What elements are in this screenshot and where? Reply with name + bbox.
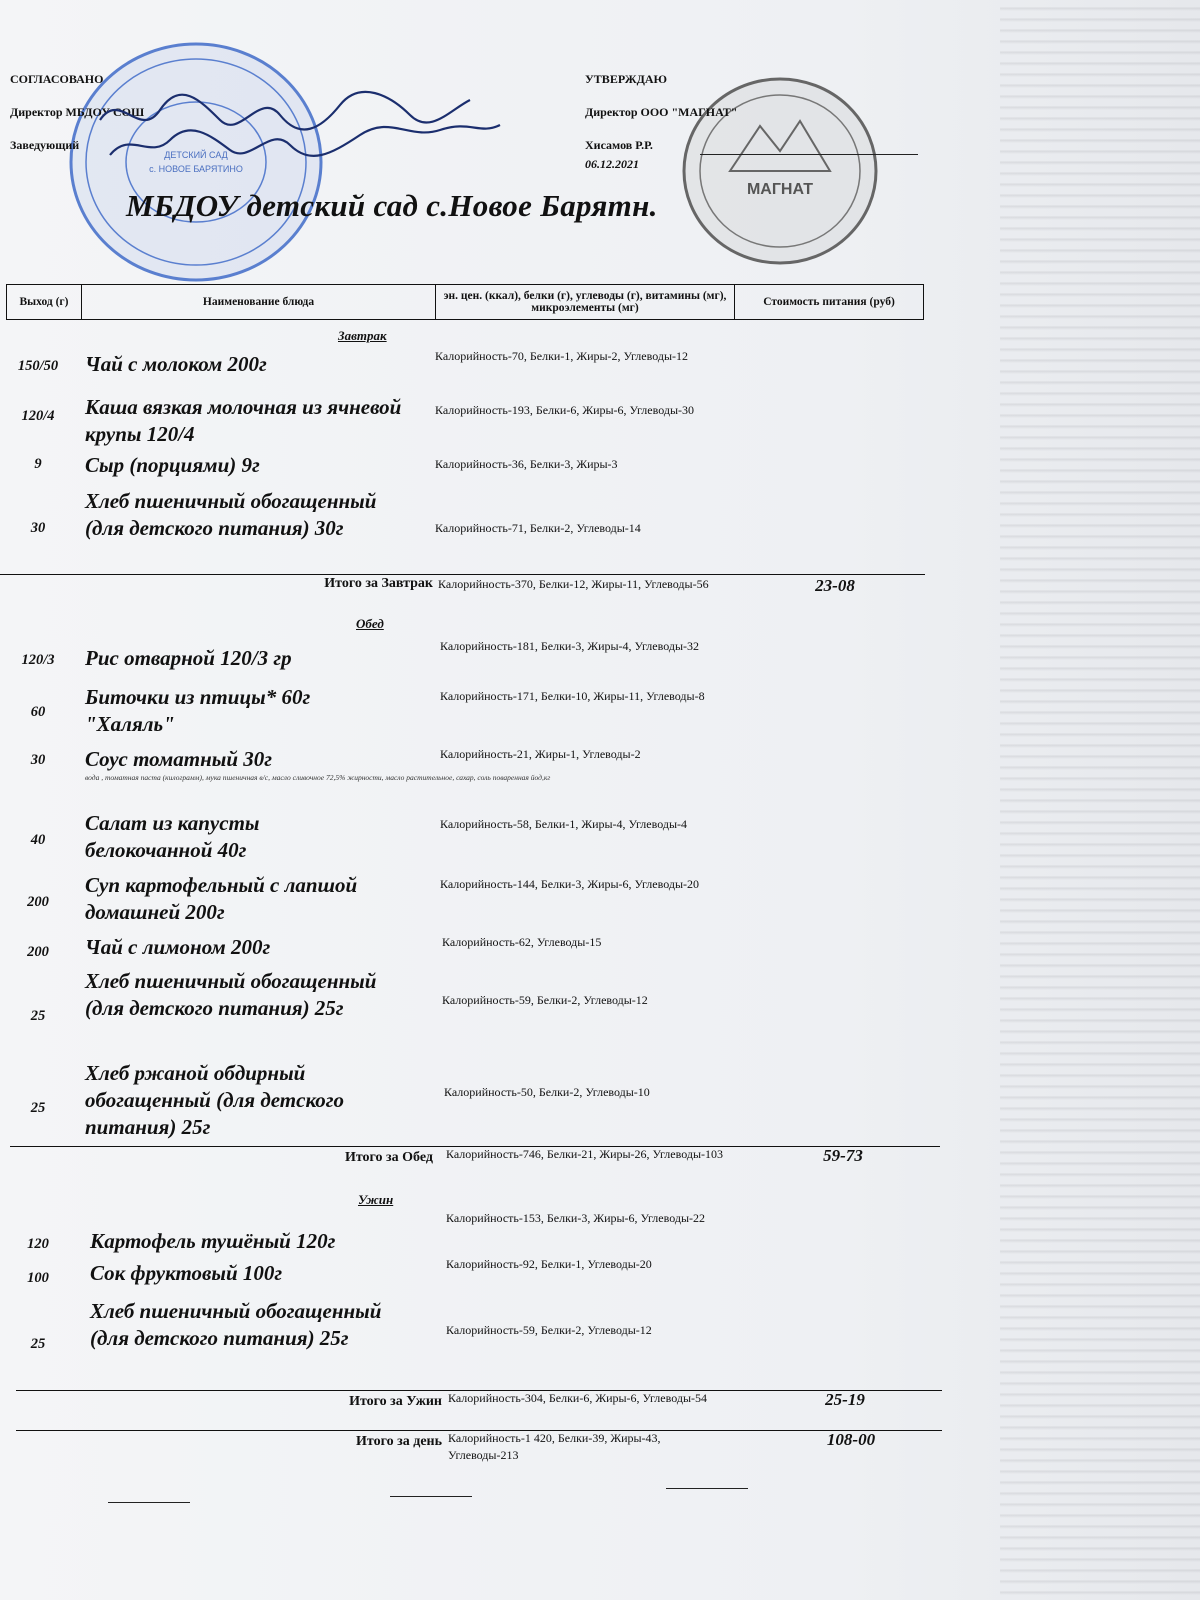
item-dish: Суп картофельный с лапшой домашней 200г	[85, 873, 358, 924]
total-cost: 59-73	[823, 1146, 863, 1165]
signature-line	[666, 1488, 748, 1489]
item-nutrition: Калорийность-71, Белки-2, Углеводы-14	[435, 521, 641, 535]
total-nutrition: Калорийность-304, Белки-6, Жиры-6, Углеводы-54	[448, 1391, 708, 1405]
approved-label: СОГЛАСОВАНО	[10, 72, 104, 86]
total-nutrition: Калорийность-746, Белки-21, Жиры-26, Углеводы-103	[446, 1147, 724, 1161]
section-dinner: Ужин	[358, 1192, 394, 1207]
total-cost: 23-08	[815, 576, 855, 595]
director-name: Хисамов Р.Р.	[585, 138, 653, 152]
item-nutrition: Калорийность-171, Белки-10, Жиры-11, Углеводы-8	[440, 689, 705, 703]
signature-line	[108, 1502, 190, 1503]
item-yield: 120/3	[21, 652, 55, 668]
item-nutrition: Калорийность-59, Белки-2, Углеводы-12	[442, 993, 648, 1007]
divider	[0, 574, 925, 575]
svg-text:с. НОВОЕ БАРЯТИНО: с. НОВОЕ БАРЯТИНО	[149, 164, 243, 174]
scan-noise	[1000, 0, 1200, 1600]
item-dish: Хлеб ржаной обдирный обогащенный (для детского питания) 25г	[85, 1061, 345, 1139]
item-yield: 100	[27, 1270, 49, 1286]
item-yield: 30	[30, 752, 46, 768]
item-yield: 30	[30, 520, 46, 536]
item-dish: Каша вязкая молочная из ячневой крупы 120/4	[85, 395, 402, 446]
item-yield: 60	[30, 704, 46, 720]
total-label: Итого за Завтрак	[324, 576, 433, 591]
item-yield: 40	[30, 832, 46, 848]
item-dish: Хлеб пшеничный обогащенный (для детского питания) 25г	[85, 969, 377, 1020]
item-nutrition: Калорийность-144, Белки-3, Жиры-6, Углеводы-20	[440, 877, 700, 891]
item-nutrition: Калорийность-21, Жиры-1, Углеводы-2	[440, 747, 641, 761]
head-label: Заведующий	[10, 138, 80, 152]
col-dish-header: Наименование блюда	[82, 285, 436, 320]
director-left: Директор МБДОУ СОШ	[10, 105, 145, 119]
date: 06.12.2021	[585, 157, 639, 171]
col-cost-header: Стоимость питания (руб)	[735, 285, 924, 320]
signature-line	[390, 1496, 472, 1497]
item-yield: 200	[27, 894, 49, 910]
table-header	[6, 284, 924, 320]
item-yield: 200	[27, 944, 49, 960]
signature-drawing	[90, 80, 510, 170]
section-lunch: Обед	[356, 616, 384, 631]
total-label: Итого за Ужин	[349, 1394, 442, 1409]
col-yield-header: Выход (г)	[7, 285, 82, 320]
left-stamp-text: ДЕТСКИЙ САД	[164, 150, 228, 160]
item-dish: Чай с молоком 200г	[85, 352, 267, 376]
item-dish: Хлеб пшеничный обогащенный (для детского питания) 30г	[85, 489, 377, 540]
item-dish: Сыр (порциями) 9г	[85, 453, 260, 477]
total-nutrition: Калорийность-370, Белки-12, Жиры-11, Углеводы-56	[438, 577, 709, 591]
item-nutrition: Калорийность-50, Белки-2, Углеводы-10	[444, 1085, 650, 1099]
item-nutrition: Калорийность-70, Белки-1, Жиры-2, Углеводы-12	[435, 349, 689, 363]
total-cost: 108-00	[826, 1430, 876, 1449]
item-yield: 9	[34, 456, 42, 472]
item-yield: 25	[30, 1336, 46, 1352]
document-title: МБДОУ детский сад с.Новое Барятн.	[126, 188, 658, 223]
item-dish: Биточки из птицы* 60г "Халяль"	[85, 685, 311, 736]
item-dish: Соус томатный 30г	[85, 747, 273, 771]
item-yield: 150/50	[17, 358, 59, 374]
item-dish: Картофель тушёный 120г	[90, 1229, 336, 1253]
item-nutrition: Калорийность-181, Белки-3, Жиры-4, Углеводы-32	[440, 639, 700, 653]
total-label: Итого за день	[356, 1434, 442, 1449]
director-right: Директор ООО "МАГНАТ"	[585, 105, 738, 119]
item-dish: Хлеб пшеничный обогащенный (для детского питания) 25г	[90, 1299, 382, 1350]
item-dish: Сок фруктовый 100г	[90, 1261, 283, 1285]
section-breakfast: Завтрак	[338, 328, 387, 343]
right-stamp-text: МАГНАТ	[746, 181, 814, 198]
total-label: Итого за Обед	[344, 1150, 433, 1165]
signature-line	[700, 154, 918, 155]
total-nutrition: Калорийность-1 420, Белки-39, Жиры-43, Углеводы-213	[448, 1431, 661, 1462]
item-dish: Салат из капусты белокочанной 40г	[85, 811, 260, 862]
item-ingredients-note: вода , томатная паста (килограмм), мука пшеничная в/с, масло сливочное 72,5% жирности, масло растительное, сахар, соль поваренная йод,кг	[85, 773, 551, 782]
col-nutrition-header: эн. цен. (ккал), белки (г), углеводы (г), витамины (мг), микроэлементы (мг)	[436, 285, 735, 320]
item-yield: 120/4	[21, 408, 55, 424]
item-nutrition: Калорийность-193, Белки-6, Жиры-6, Углеводы-30	[435, 403, 695, 417]
item-yield: 25	[30, 1100, 46, 1116]
item-yield: 120	[27, 1236, 49, 1252]
item-nutrition: Калорийность-153, Белки-3, Жиры-6, Углеводы-22	[446, 1211, 706, 1225]
item-yield: 25	[30, 1008, 46, 1024]
item-dish: Рис отварной 120/3 гр	[85, 646, 292, 670]
item-nutrition: Калорийность-58, Белки-1, Жиры-4, Углеводы-4	[440, 817, 688, 831]
item-dish: Чай с лимоном 200г	[85, 935, 271, 959]
approve-label: УТВЕРЖДАЮ	[585, 72, 668, 86]
item-nutrition: Калорийность-59, Белки-2, Углеводы-12	[446, 1323, 652, 1337]
total-cost: 25-19	[825, 1390, 865, 1409]
item-nutrition: Калорийность-62, Углеводы-15	[442, 935, 602, 949]
item-nutrition: Калорийность-92, Белки-1, Углеводы-20	[446, 1257, 652, 1271]
item-nutrition: Калорийность-36, Белки-3, Жиры-3	[435, 457, 618, 471]
